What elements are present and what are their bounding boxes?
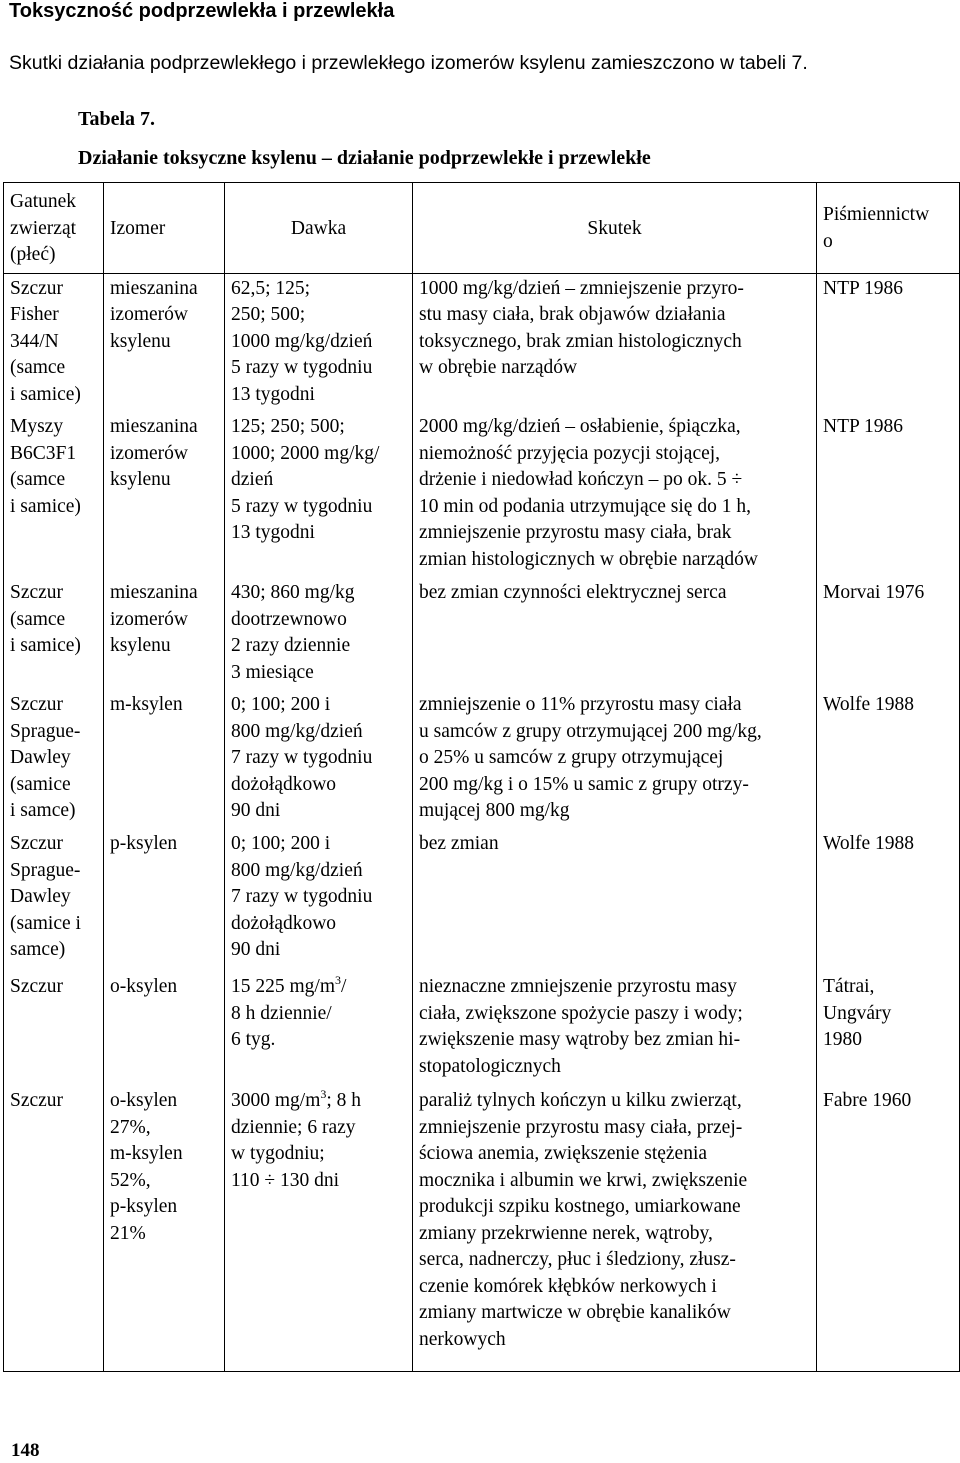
table-caption: Działanie toksyczne ksylenu – działanie podprzewlekłe i przewlekłe bbox=[78, 147, 651, 169]
header-dose: Dawka bbox=[225, 183, 413, 274]
cell-species: Szczur Fisher 344/N (samce i samice) bbox=[4, 273, 104, 412]
cell-isomer: m-ksylen bbox=[104, 690, 225, 829]
table-row bbox=[4, 1086, 960, 1371]
cell-dose bbox=[225, 972, 413, 1086]
cell-dose: 125; 250; 500; 1000; 2000 mg/kg/ dzień 5 razy w tygodniu 13 tygodni bbox=[225, 412, 413, 578]
header-effect: Skutek bbox=[413, 183, 817, 274]
table-row bbox=[4, 273, 960, 412]
cell-reference: NTP 1986 bbox=[817, 412, 960, 578]
cell-species: Szczur bbox=[4, 972, 104, 1086]
cell-isomer: mieszanina izomerów ksylenu bbox=[104, 412, 225, 578]
cell-reference: Morvai 1976 bbox=[817, 578, 960, 690]
header-species: Gatunek zwierząt (płeć) bbox=[4, 183, 104, 274]
cell-effect: 1000 mg/kg/dzień – zmniejszenie przyro- stu masy ciała, brak objawów działania toksycznego, brak zmian histologicznych w obrębie narządów bbox=[413, 273, 817, 412]
page-number: 148 bbox=[11, 1440, 40, 1461]
cell-effect: zmniejszenie o 11% przyrostu masy ciała u samców z grupy otrzymującej 200 mg/kg, o 25% u samców z grupy otrzymującej 200 mg/kg i o 15% u samic z grupy otrzy- mującej 800 mg/kg bbox=[413, 690, 817, 829]
cell-species: Szczur Sprague- Dawley (samice i samce) bbox=[4, 829, 104, 972]
cell-reference: Wolfe 1988 bbox=[817, 690, 960, 829]
cell-effect: paraliż tylnych kończyn u kilku zwierząt, zmniejszenie przyrostu masy ciała, przej- ściowa anemia, zwiększenie stężenia mocznika i albumin we krwi, zwiększenie produkcji szpiku kostnego, umiarkowane zmiany przekrwienne nerek, wątroby, serca, nadnerczy, płuc i śledziony, złusz- czenie komórek kłębków nerkowych i zmiany martwicze w obrębie kanalików nerkowych bbox=[413, 1086, 817, 1371]
cell-species: Szczur (samce i samice) bbox=[4, 578, 104, 690]
cell-species: Szczur bbox=[4, 1086, 104, 1371]
cell-isomer: o-ksylen bbox=[104, 972, 225, 1086]
table-row bbox=[4, 578, 960, 690]
header-reference: Piśmiennictw o bbox=[817, 183, 960, 274]
table-row bbox=[4, 972, 960, 1086]
cell-species: Szczur Sprague- Dawley (samice i samce) bbox=[4, 690, 104, 829]
dose-text: 15 225 mg/m bbox=[231, 976, 336, 997]
cell-dose bbox=[225, 1086, 413, 1371]
cell-effect: nieznaczne zmniejszenie przyrostu masy ciała, zwiększone spożycie paszy i wody; zwiększenie masy wątroby bez zmian hi- stopatologicznych bbox=[413, 972, 817, 1086]
dose-text-rest: / 8 h dziennie/ 6 tyg. bbox=[231, 976, 347, 1050]
intro-paragraph: Skutki działania podprzewlekłego i przewlekłego izomerów ksylenu zamieszczono w tabeli 7. bbox=[9, 52, 808, 74]
cell-effect: 2000 mg/kg/dzień – osłabienie, śpiączka, niemożność przyjęcia pozycji stojącej, drżenie i niedowład kończyn – po ok. 5 ÷ 10 min od podania utrzymujące się do 1 h, zmniejszenie przyrostu masy ciała, brak zmian histologicznych w obrębie narządów bbox=[413, 412, 817, 578]
table-row bbox=[4, 829, 960, 972]
table-header-row bbox=[4, 183, 960, 274]
dose-exponent: 3 bbox=[320, 1087, 327, 1101]
cell-reference: NTP 1986 bbox=[817, 273, 960, 412]
cell-dose: 0; 100; 200 i 800 mg/kg/dzień 7 razy w tygodniu dożołądkowo 90 dni bbox=[225, 690, 413, 829]
section-heading: Toksyczność podprzewlekła i przewlekła bbox=[9, 0, 395, 22]
cell-reference: Fabre 1960 bbox=[817, 1086, 960, 1371]
header-isomer: Izomer bbox=[104, 183, 225, 274]
dose-text: 3000 mg/m bbox=[231, 1090, 321, 1111]
table-row bbox=[4, 690, 960, 829]
table-row bbox=[4, 412, 960, 578]
cell-isomer: mieszanina izomerów ksylenu bbox=[104, 578, 225, 690]
cell-species: Myszy B6C3F1 (samce i samice) bbox=[4, 412, 104, 578]
table-label: Tabela 7. bbox=[78, 108, 156, 130]
dose-text-rest: ; 8 h dziennie; 6 razy w tygodniu; 110 ÷ 130 dni bbox=[231, 1090, 362, 1191]
cell-dose: 430; 860 mg/kg dootrzewnowo 2 razy dziennie 3 miesiące bbox=[225, 578, 413, 690]
dose-exponent: 3 bbox=[335, 973, 342, 987]
cell-dose: 0; 100; 200 i 800 mg/kg/dzień 7 razy w tygodniu dożołądkowo 90 dni bbox=[225, 829, 413, 972]
toxicity-table bbox=[3, 182, 960, 1372]
cell-effect: bez zmian bbox=[413, 829, 817, 972]
cell-isomer: o-ksylen 27%, m-ksylen 52%, p-ksylen 21% bbox=[104, 1086, 225, 1371]
cell-dose: 62,5; 125; 250; 500; 1000 mg/kg/dzień 5 razy w tygodniu 13 tygodni bbox=[225, 273, 413, 412]
cell-isomer: mieszanina izomerów ksylenu bbox=[104, 273, 225, 412]
cell-reference: Wolfe 1988 bbox=[817, 829, 960, 972]
cell-reference: Tátrai, Ungváry 1980 bbox=[817, 972, 960, 1086]
cell-isomer: p-ksylen bbox=[104, 829, 225, 972]
cell-effect: bez zmian czynności elektrycznej serca bbox=[413, 578, 817, 690]
